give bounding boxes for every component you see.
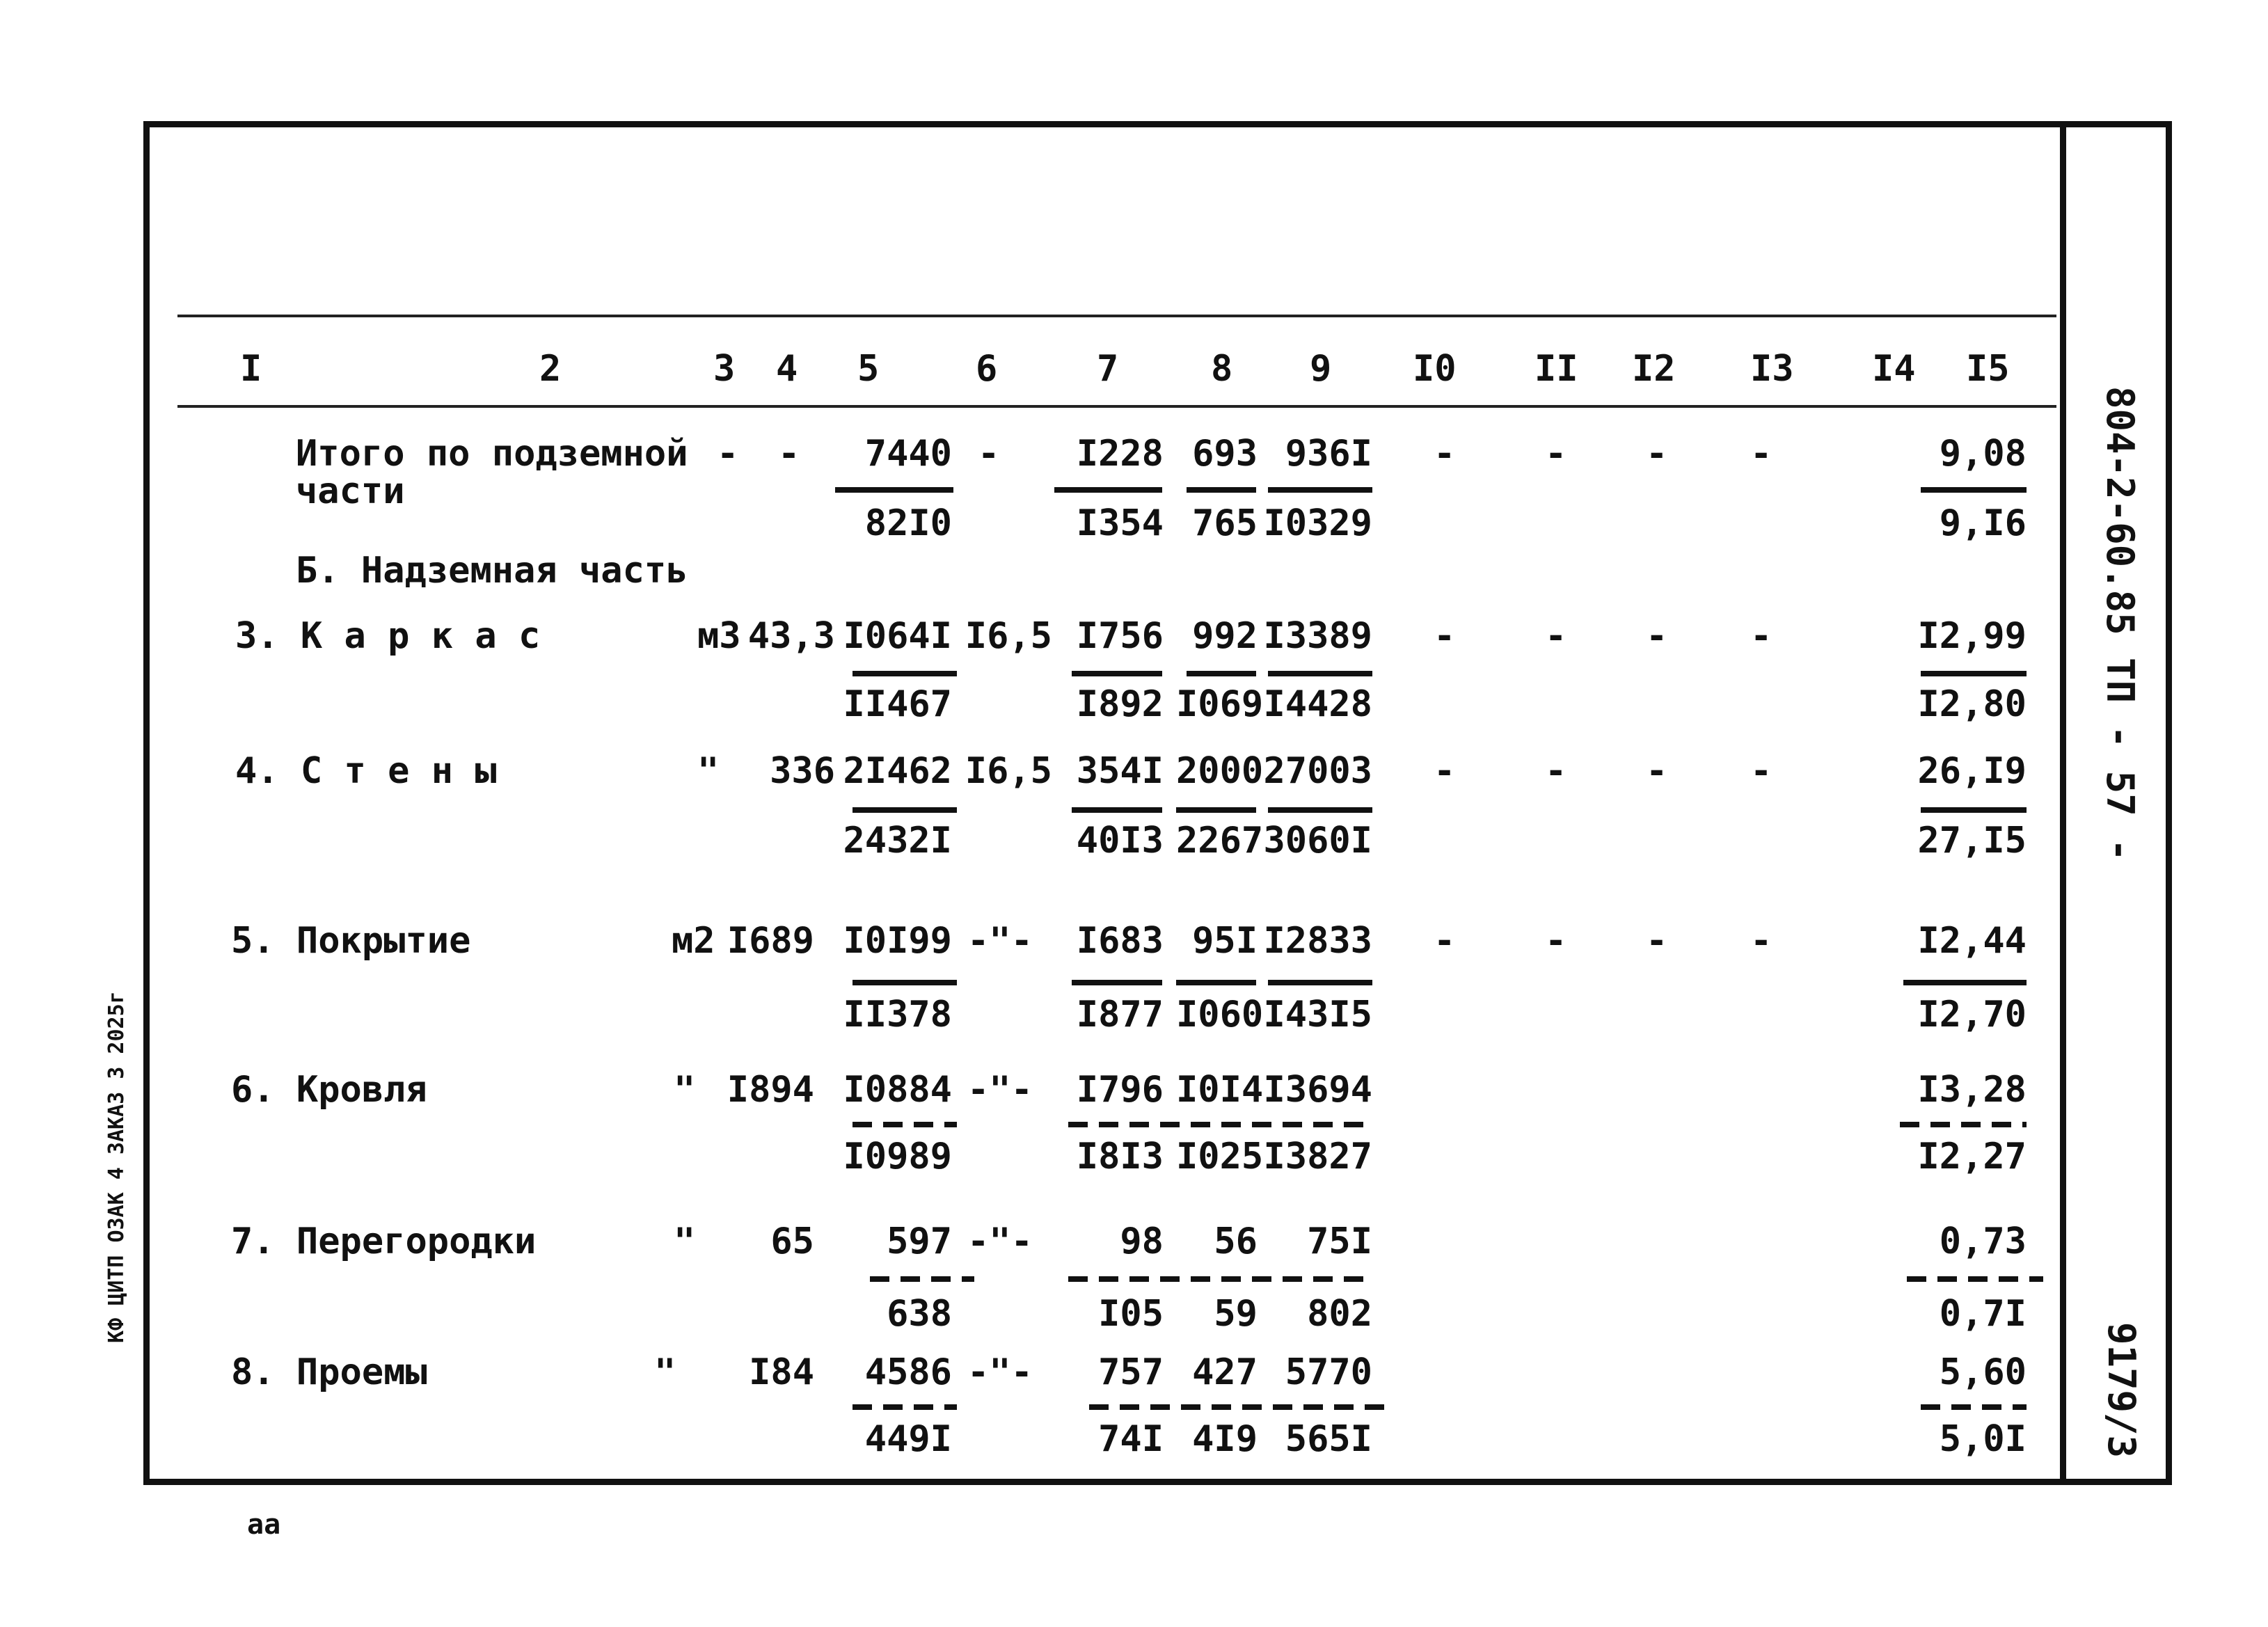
col-header: 4 <box>776 348 798 390</box>
cell-unit: " <box>674 1069 696 1111</box>
cell-c15-top: 5,60 <box>1939 1351 2027 1393</box>
cell-unit: " <box>697 750 720 792</box>
cell-c15-top: I2,44 <box>1917 920 2027 962</box>
cell-c9-bot: I43I5 <box>1263 994 1372 1035</box>
fraction-bar <box>853 980 957 985</box>
cell-c15-bot: 9,I6 <box>1939 502 2027 544</box>
fraction-bar <box>1072 807 1162 813</box>
row-label: 7. Перегородки <box>231 1221 537 1262</box>
cell-qty: I894 <box>727 1069 814 1111</box>
cell-unit: м3 <box>697 615 741 657</box>
cell-c9-top: 75I <box>1307 1221 1372 1262</box>
cell-qty: I84 <box>749 1351 814 1393</box>
fraction-dash <box>853 1404 957 1410</box>
cell-dash: - <box>1545 615 1567 657</box>
col-header: 8 <box>1211 348 1233 390</box>
row-label: 4. С т е н ы <box>235 750 497 792</box>
col-header: 3 <box>713 348 736 390</box>
cell-c15-top: I3,28 <box>1917 1069 2027 1111</box>
fraction-dash <box>1907 1276 2043 1282</box>
cell-c8-bot: I069 <box>1176 683 1264 725</box>
cell-c15-top: 0,73 <box>1939 1221 2027 1262</box>
cell-c7-bot: I8I3 <box>1076 1136 1164 1177</box>
cell-c15-top: I2,99 <box>1917 615 2027 657</box>
cell-dash: - <box>1545 750 1567 792</box>
fraction-dash <box>1068 1276 1374 1282</box>
fraction-bar <box>1268 980 1372 985</box>
cell-dash: - <box>1750 615 1773 657</box>
cell-c8-top: 95I <box>1192 920 1258 962</box>
fraction-bar <box>1072 980 1162 985</box>
cell-c5-bot: 638 <box>887 1293 952 1335</box>
cell-c6: I6,5 <box>965 750 1052 792</box>
fraction-bar <box>1072 671 1162 676</box>
col-header: 7 <box>1097 348 1119 390</box>
fraction-bar <box>1921 807 2027 813</box>
col-header: 9 <box>1310 348 1332 390</box>
section-title: Б. Надземная часть <box>296 550 688 592</box>
cell-c8-bot: 2267 <box>1176 820 1264 862</box>
fraction-bar <box>853 671 957 676</box>
cell-c9-top: I2833 <box>1263 920 1372 962</box>
cell-c7-bot: I877 <box>1076 994 1164 1035</box>
cell-c9-top: I3389 <box>1263 615 1372 657</box>
cell-c7-top: I683 <box>1076 920 1164 962</box>
cell-c8-top: 56 <box>1214 1221 1258 1262</box>
cell-c9-bot: 3060I <box>1263 820 1372 862</box>
col-header: I5 <box>1966 348 2010 390</box>
footer-mark: аа <box>247 1509 281 1541</box>
cell-c9-top: 936I <box>1285 433 1372 475</box>
fraction-bar <box>1187 671 1256 676</box>
cell-c5-bot: 449I <box>864 1418 952 1460</box>
document-code: 804-2-60.85 ТП - 57 - <box>2098 386 2142 862</box>
fraction-dash <box>1900 1122 2027 1127</box>
col-header: 6 <box>976 348 998 390</box>
cell-c7-bot: I05 <box>1098 1293 1164 1335</box>
cell-dash: - <box>1434 615 1456 657</box>
fraction-dash <box>1068 1122 1374 1127</box>
cell-c15-top: 26,I9 <box>1917 750 2027 792</box>
cell-c5-top: 7440 <box>864 433 952 475</box>
row-label: 8. Проемы <box>231 1351 427 1393</box>
cell-c6: -"- <box>967 1069 1033 1111</box>
col-header: II <box>1535 348 1578 390</box>
cell-c8-top: 2000 <box>1176 750 1264 792</box>
fraction-bar <box>1903 980 2027 985</box>
cell-c9-top: 27003 <box>1263 750 1372 792</box>
cell-dash: - <box>1545 920 1567 962</box>
fraction-bar <box>1054 487 1162 493</box>
row-label: 5. Покрытие <box>231 920 471 962</box>
cell-dash: - <box>1646 433 1668 475</box>
cell-c15-bot: I2,80 <box>1917 683 2027 725</box>
cell-qty: 43,3 <box>747 615 835 657</box>
cell-unit: м2 <box>672 920 715 962</box>
fraction-bar <box>1268 671 1372 676</box>
cell-unit: " <box>674 1221 696 1262</box>
cell-c5-bot: I0989 <box>843 1136 952 1177</box>
print-stamp: КФ ЦИТП ОЗАК 4 ЗАКАЗ 3 2025г <box>104 991 129 1343</box>
cell-c6: I6,5 <box>965 615 1052 657</box>
col-header: I4 <box>1872 348 1916 390</box>
cell-dash: - <box>1434 433 1456 475</box>
cell-c8-bot: I060 <box>1176 994 1264 1035</box>
cell-c6: -"- <box>967 1351 1033 1393</box>
side-divider <box>2060 121 2066 1485</box>
cell-c7-bot: I354 <box>1076 502 1164 544</box>
cell-c8-top: 693 <box>1192 433 1258 475</box>
cell-c5-top: 4586 <box>864 1351 952 1393</box>
cell-c7-top: 757 <box>1098 1351 1164 1393</box>
cell-c9-top: I3694 <box>1263 1069 1372 1111</box>
cell-c8-bot: I025 <box>1176 1136 1264 1177</box>
cell-c5-bot: 82I0 <box>864 502 952 544</box>
cell-c5-top: I064I <box>843 615 952 657</box>
cell-c15-bot: 0,7I <box>1939 1293 2027 1335</box>
cell-c5-bot: 2432I <box>843 820 952 862</box>
cell-c7-top: 98 <box>1120 1221 1164 1262</box>
fraction-dash <box>1089 1404 1392 1410</box>
cell-c9-bot: 802 <box>1307 1293 1372 1335</box>
col-header: 2 <box>539 348 562 390</box>
cell-c7-top: I796 <box>1076 1069 1164 1111</box>
fraction-bar <box>1176 807 1256 813</box>
fraction-dash <box>870 1276 974 1282</box>
cell-c9-bot: I3827 <box>1263 1136 1372 1177</box>
cell-c7-top: I756 <box>1076 615 1164 657</box>
col-header: I0 <box>1413 348 1457 390</box>
cell-c5-bot: II467 <box>843 683 952 725</box>
fraction-bar <box>1176 980 1256 985</box>
cell-c8-bot: 4I9 <box>1192 1418 1258 1460</box>
cell-unit: - <box>717 433 739 475</box>
col-header: I3 <box>1750 348 1794 390</box>
fraction-bar <box>1187 487 1256 493</box>
cell-c5-top: I0I99 <box>843 920 952 962</box>
cell-c15-bot: 27,I5 <box>1917 820 2027 862</box>
cell-qty: - <box>778 433 800 475</box>
cell-dash: - <box>1750 433 1773 475</box>
cell-c8-top: 427 <box>1192 1351 1258 1393</box>
fraction-bar <box>1268 487 1372 493</box>
cell-c6: -"- <box>967 920 1033 962</box>
cell-dash: - <box>1646 615 1668 657</box>
cell-c7-top: 354I <box>1076 750 1164 792</box>
table-top-line <box>177 315 2056 317</box>
cell-c15-bot: I2,27 <box>1917 1136 2027 1177</box>
row-label: 3. К а р к а с <box>235 615 541 657</box>
cell-c9-top: 5770 <box>1285 1351 1372 1393</box>
cell-qty: 336 <box>770 750 835 792</box>
cell-c9-bot: I4428 <box>1263 683 1372 725</box>
cell-c9-bot: I0329 <box>1263 502 1372 544</box>
col-header: 5 <box>857 348 880 390</box>
cell-c9-bot: 565I <box>1285 1418 1372 1460</box>
cell-dash: - <box>1750 750 1773 792</box>
fraction-bar <box>853 807 957 813</box>
cell-c7-bot: I892 <box>1076 683 1164 725</box>
cell-c8-bot: 59 <box>1214 1293 1258 1335</box>
subtotal-label-cont: части <box>296 470 405 512</box>
cell-c15-top: 9,08 <box>1939 433 2027 475</box>
cell-c6: - <box>978 433 1000 475</box>
sheet-number: 9179/3 <box>2100 1322 2143 1459</box>
cell-c5-bot: II378 <box>843 994 952 1035</box>
cell-c8-top: I0I4 <box>1176 1069 1264 1111</box>
cell-c5-top: I0884 <box>843 1069 952 1111</box>
fraction-bar <box>835 487 953 493</box>
cell-qty: I689 <box>727 920 814 962</box>
cell-qty: 65 <box>770 1221 814 1262</box>
col-header: I2 <box>1632 348 1676 390</box>
cell-unit: " <box>654 1351 676 1393</box>
cell-dash: - <box>1646 750 1668 792</box>
header-bottom-line <box>177 405 2056 408</box>
fraction-dash <box>1921 1404 2027 1410</box>
cell-c8-top: 992 <box>1192 615 1258 657</box>
cell-dash: - <box>1545 433 1567 475</box>
col-header: I <box>240 348 262 390</box>
cell-dash: - <box>1434 750 1456 792</box>
fraction-bar <box>1921 671 2027 676</box>
cell-c15-bot: 5,0I <box>1939 1418 2027 1460</box>
cell-c7-bot: 74I <box>1098 1418 1164 1460</box>
cell-c7-top: I228 <box>1076 433 1164 475</box>
row-label: 6. Кровля <box>231 1069 427 1111</box>
cell-c15-bot: I2,70 <box>1917 994 2027 1035</box>
cell-c8-bot: 765 <box>1192 502 1258 544</box>
fraction-bar <box>1268 807 1372 813</box>
fraction-dash <box>853 1122 957 1127</box>
cell-c5-top: 597 <box>887 1221 952 1262</box>
cell-c7-bot: 40I3 <box>1076 820 1164 862</box>
cell-c5-top: 2I462 <box>843 750 952 792</box>
cell-dash: - <box>1750 920 1773 962</box>
cell-dash: - <box>1646 920 1668 962</box>
cell-dash: - <box>1434 920 1456 962</box>
subtotal-label: Итого по подземной <box>296 433 688 475</box>
cell-c6: -"- <box>967 1221 1033 1262</box>
fraction-bar <box>1921 487 2027 493</box>
